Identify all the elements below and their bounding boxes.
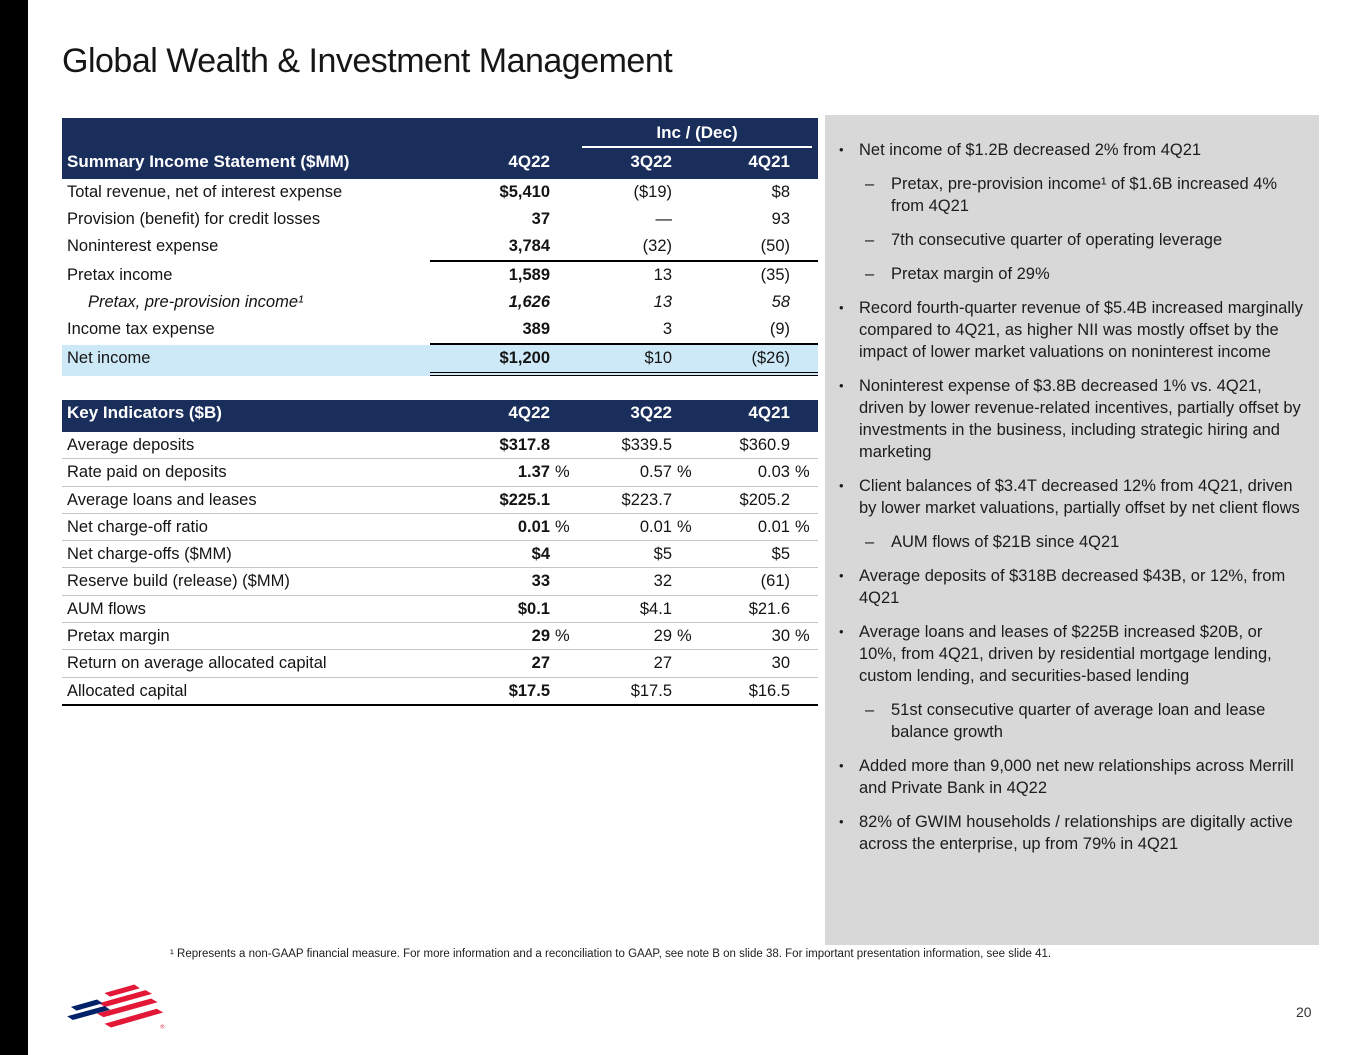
row-label: Pretax income [67,266,173,284]
percent-cell: % [795,517,810,536]
cell-4q22: 27 [531,654,550,673]
list-item: – Pretax margin of 29% [865,265,1050,283]
cell-4q21: 30 [771,654,790,673]
cell-4q22: 389 [430,316,550,345]
cell-4q21: ($26) [700,345,790,376]
row-label: Net income [67,349,151,367]
table-row [62,649,818,676]
percent-cell [672,568,700,594]
row-label: Noninterest expense [67,237,219,255]
percent-cell: % [555,517,570,536]
highlights-panel [825,115,1319,945]
cell-3q22: $5 [653,545,672,564]
cell-3q22: 3 [580,316,672,345]
percent-cell: % [555,463,570,482]
row-label: Pretax margin [67,627,170,646]
cell-4q21: (61) [760,572,790,591]
column-header-3q22: 3Q22 [630,152,672,171]
cell-4q21: $5 [771,545,790,564]
footnote: ¹ Represents a non-GAAP financial measure. For more information and a reconciliation to GAAP, see note B on slide 38. For important presentation information, see slide 41. [170,948,1052,960]
bank-of-america-logo-icon [56,980,166,1032]
percent-cell [550,541,580,567]
cell-3q22: 29 [653,627,672,646]
spacer-cell [790,233,818,262]
spacer-cell [790,400,818,432]
list-item: – 51st consecutive quarter of average loan and lease balance growth [865,701,1266,741]
list-item: • Record fourth-quarter revenue of $5.4B increased marginally compared to 4Q21, as higher NII was mostly offset by the impact of lower market valuations on noninterest income [839,299,1303,361]
percent-cell [550,596,580,622]
row-label: AUM flows [67,599,146,618]
row-label: Total revenue, net of interest expense [67,183,343,201]
spacer-cell [790,345,818,376]
spacer-cell [672,262,700,289]
percent-cell [550,568,580,594]
spacer-cell [62,118,430,148]
cell-4q21: (9) [700,316,790,345]
percent-cell [672,650,700,676]
key-table-header [62,400,818,432]
row-label: Net charge-off ratio [67,517,208,536]
percent-cell [790,487,818,513]
key-table-title: Key Indicators ($B) [67,403,222,422]
cell-3q22: 0.57 [639,463,672,482]
income-table-title: Summary Income Statement ($MM) [67,152,350,171]
row-label: Net charge-offs ($MM) [67,545,232,564]
cell-3q22: $223.7 [621,490,672,509]
svg-text:®: ® [160,1024,165,1031]
row-label: Return on average allocated capital [67,654,327,673]
income-table-column-header-row [62,147,818,179]
dash-icon: – [865,701,875,719]
cell-3q22: 13 [653,293,672,311]
spacer-cell [550,147,580,179]
cell-4q22: 0.01 [517,517,550,536]
cell-3q22: 27 [653,654,672,673]
spacer-cell [550,316,580,345]
cell-4q21: (50) [700,233,790,262]
percent-cell: % [677,627,692,646]
row-label: Income tax expense [67,320,215,338]
list-item: • Average loans and leases of $225B increased $20B, or 10%, from 4Q21, driven by residential mortgage lending, custom lending, and securities-based lending [839,623,1272,685]
table-row [62,316,818,345]
cell-4q21: 0.03 [757,463,790,482]
cell-3q22: $17.5 [630,681,672,700]
percent-cell: % [677,517,692,536]
cell-4q21: 30 [771,627,790,646]
percent-cell [790,568,818,594]
bullet-icon: • [839,300,844,315]
percent-cell [790,541,818,567]
list-item: • Average deposits of $318B decreased $43B, or 12%, from 4Q21 [839,567,1286,607]
cell-4q22: 1,589 [508,266,550,284]
spacer-cell [790,316,818,345]
cell-4q22: $5,410 [499,183,550,201]
dash-icon: – [865,175,875,193]
table-row [62,233,818,262]
spacer-cell [430,118,550,148]
cell-4q22: $0.1 [517,599,550,618]
spacer-cell [790,289,818,316]
spacer-cell [672,206,700,233]
percent-cell [550,432,580,458]
spacer-cell [672,289,700,316]
table-row [62,595,818,622]
percent-cell [672,487,700,513]
percent-cell [790,650,818,676]
cell-4q22: 1,626 [508,293,550,311]
percent-cell [550,678,580,704]
bullet-icon: • [839,378,844,393]
cell-4q21: $205.2 [739,490,790,509]
cell-4q22: $4 [531,545,550,564]
table-row [62,179,818,206]
percent-cell: % [677,463,692,482]
cell-4q22: 33 [531,572,550,591]
bullet-icon: • [839,142,844,157]
percent-cell [550,650,580,676]
cell-3q22: 0.01 [639,517,672,536]
cell-4q22: 29 [531,627,550,646]
percent-cell [672,678,700,704]
column-header-4q22: 4Q22 [508,403,550,422]
table-row [62,677,818,704]
column-header-4q21: 4Q21 [748,403,790,422]
spacer-cell [550,233,580,262]
percent-cell: % [795,627,810,646]
table-row [62,486,818,513]
income-table-header [62,118,818,179]
table-row [62,540,818,567]
column-header-4q22: 4Q22 [508,152,550,171]
row-label: Provision (benefit) for credit losses [67,210,321,228]
cell-4q22: $17.5 [508,681,550,700]
cell-4q21: $21.6 [748,599,790,618]
cell-3q22: — [655,210,672,228]
cell-3q22: 13 [653,266,672,284]
cell-4q22: 37 [531,210,550,228]
cell-4q22: $1,200 [430,345,550,376]
percent-cell [550,487,580,513]
percent-cell [790,678,818,704]
list-item: • Net income of $1.2B decreased 2% from 4Q21 [839,141,1202,159]
column-header-3q22: 3Q22 [630,403,672,422]
cell-3q22: ($19) [633,183,672,201]
row-label: Pretax, pre-provision income¹ [88,293,304,311]
cell-3q22: (32) [580,233,672,262]
spacer-cell [550,289,580,316]
cell-3q22: $339.5 [621,436,672,454]
spacer-cell [672,400,700,432]
table-row-net-income [62,345,818,376]
percent-cell [672,432,700,458]
percent-cell: % [795,463,810,482]
list-item: – AUM flows of $21B since 4Q21 [865,533,1120,551]
spacer-cell [672,179,700,206]
spacer-cell [790,206,818,233]
percent-cell [672,596,700,622]
row-label: Reserve build (release) ($MM) [67,572,290,591]
bullet-icon: • [839,758,844,773]
cell-4q21: $16.5 [748,681,790,700]
spacer-cell [550,206,580,233]
bullet-icon: • [839,624,844,639]
spacer-cell [672,345,700,376]
row-label: Allocated capital [67,681,188,700]
cell-4q21: 58 [771,293,790,311]
percent-cell [790,596,818,622]
cell-3q22: $4.1 [639,599,672,618]
list-item: – 7th consecutive quarter of operating leverage [865,231,1223,249]
percent-cell: % [555,627,570,646]
table-row [62,432,818,458]
row-label: Rate paid on deposits [67,463,227,482]
cell-4q22: 3,784 [430,233,550,262]
table-row [62,289,818,316]
cell-4q21: 93 [771,210,790,228]
page-title: Global Wealth & Investment Management [62,42,673,80]
list-item: • Noninterest expense of $3.8B decreased 1% vs. 4Q21, driven by lower revenue-related incentives, partially offset by investments in the business, including strategic hiring and marketing [839,377,1301,461]
cell-4q21: $360.9 [739,436,790,454]
dash-icon: – [865,533,875,551]
spacer-cell [550,345,580,376]
dash-icon: – [865,265,875,283]
summary-income-statement-table [62,118,818,376]
column-header-4q21: 4Q21 [748,152,790,171]
cell-4q22: 1.37 [517,463,550,482]
row-label: Average deposits [67,436,195,454]
table-row [62,458,818,485]
spacer-cell [550,400,580,432]
spacer-cell [672,233,700,262]
spacer-cell [790,179,818,206]
table-row [62,262,818,289]
table-row [62,567,818,594]
spacer-cell [790,262,818,289]
bullet-icon: • [839,568,844,583]
table-row [62,206,818,233]
cell-3q22: 32 [653,572,672,591]
cell-4q21: 0.01 [757,517,790,536]
spacer-cell [550,179,580,206]
table-row [62,513,818,540]
spacer-cell [550,262,580,289]
percent-cell [790,432,818,458]
list-item: • 82% of GWIM households / relationships are digitally active across the enterprise, up from 79% in 4Q21 [839,813,1293,853]
income-table-group-header-row [62,118,818,147]
list-item: • Client balances of $3.4T decreased 12% from 4Q21, driven by lower market valuations, partially offset by net client flows [839,477,1300,517]
bullet-icon: • [839,814,844,829]
row-label: Average loans and leases [67,490,257,509]
spacer-cell [550,118,580,148]
left-edge-bar [0,0,28,1055]
cell-4q22: $225.1 [499,490,550,509]
dash-icon: – [865,231,875,249]
cell-3q22: $10 [580,345,672,376]
bullet-icon: • [839,478,844,493]
cell-4q21: $8 [771,183,790,201]
page-number: 20 [1296,1004,1312,1020]
spacer-cell [790,147,818,179]
cell-4q21: (35) [760,266,790,284]
inc-dec-group-header: Inc / (Dec) [582,120,812,148]
key-indicators-table [62,400,818,706]
list-item: • Added more than 9,000 net new relationships across Merrill and Private Bank in 4Q22 [839,757,1294,797]
table-row [62,622,818,649]
list-item: – Pretax, pre-provision income¹ of $1.6B increased 4% from 4Q21 [865,175,1278,215]
spacer-cell [672,147,700,179]
percent-cell [672,541,700,567]
cell-4q22: $317.8 [499,436,550,454]
spacer-cell [672,316,700,345]
